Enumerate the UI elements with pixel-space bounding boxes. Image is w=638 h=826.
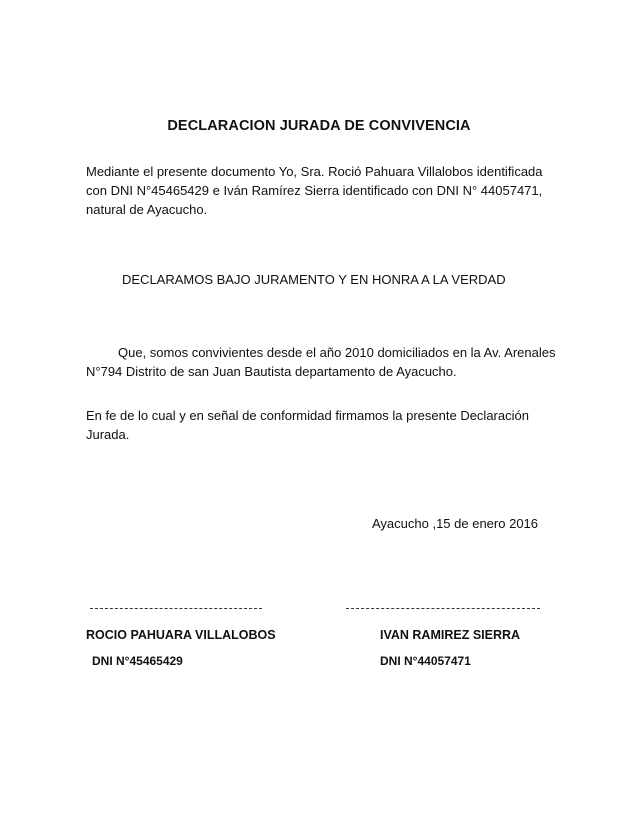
signatory-name-left: ROCIO PAHUARA VILLALOBOS [86,628,276,642]
signatory-dni-left: DNI N°45465429 [92,654,183,668]
place-date: Ayacucho ,15 de enero 2016 [372,516,539,531]
conformity-paragraph: En fe de lo cual y en señal de conformidad firmamos la presente Declaración Jurada. [86,408,529,442]
signatory-name-right: IVAN RAMIREZ SIERRA [380,628,521,642]
intro-paragraph: Mediante el presente documento Yo, Sra. Roció Pahuara Villalobos identificada con DNI N°45465429 e Iván Ramírez Sierra identificado con DNI N° 44057471, natural de Ayacucho. [86,164,543,217]
signatory-dni-right: DNI N°44057471 [380,654,471,668]
document-title: DECLARACION JURADA DE CONVIVENCIA [167,118,471,134]
cohabitation-paragraph: Que, somos convivientes desde el año 2010 domiciliados en la Av. Arenales N°794 Distrito de san Juan Bautista departamento de Ayacucho. [86,345,556,379]
declaration-statement: DECLARAMOS BAJO JURAMENTO Y EN HONRA A LA VERDAD [122,272,506,287]
signature-line-left [90,608,262,609]
signature-line-right [346,608,540,609]
